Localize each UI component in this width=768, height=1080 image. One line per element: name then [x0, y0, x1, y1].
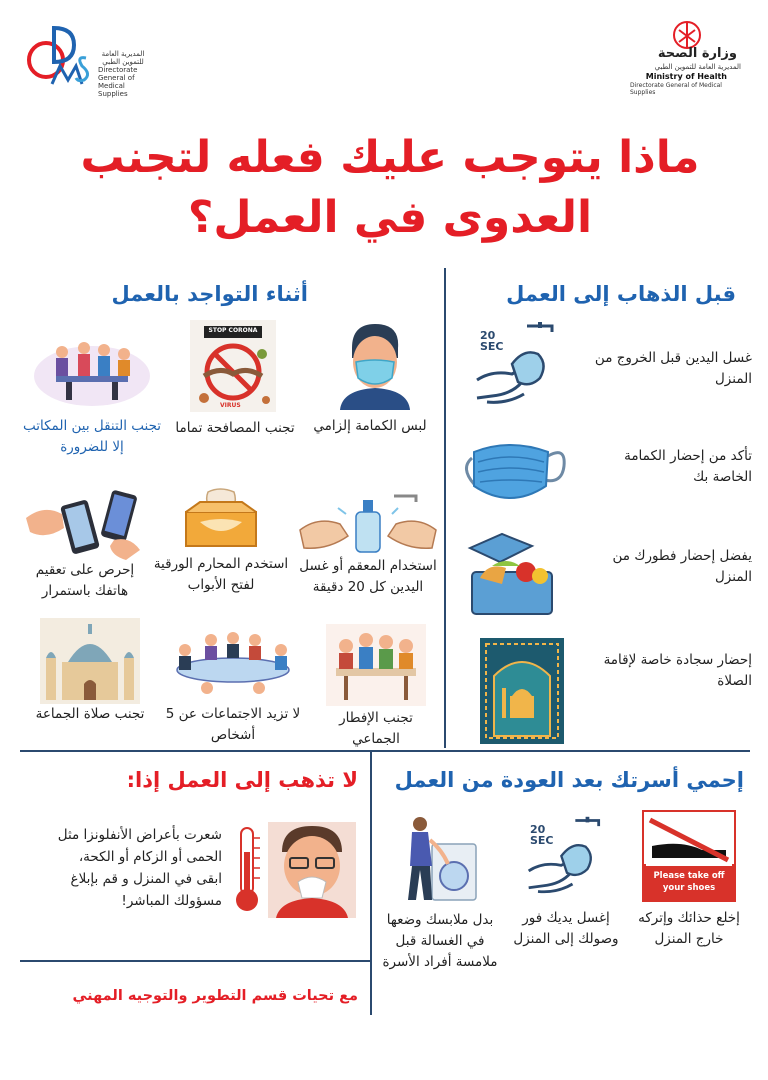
at-work-item-meeting	[162, 624, 304, 750]
lunch-box-icon	[462, 528, 562, 628]
laundry-label: بدل ملابسك وضعها في الغسالة قبل ملامسة أفراد الأسرة	[382, 912, 498, 970]
dgms-logo	[24, 22, 145, 98]
virus-caption: VIRUS	[220, 402, 241, 409]
dgms-logo-arabic: المديرية العامة للتموين الطبي	[101, 50, 145, 66]
dont-go-title: لا تذهب إلى العمل إذا:	[126, 768, 358, 792]
column-divider	[444, 268, 446, 748]
masked-person-icon	[330, 318, 420, 410]
main-title-line2: العدوى في العمل؟	[187, 192, 593, 243]
at-work-item-phone	[20, 488, 150, 608]
at-work-title: أثناء التواجد بالعمل	[111, 282, 308, 306]
phone-sanitize-icon	[26, 488, 142, 560]
face-mask-icon	[460, 428, 570, 513]
laundry-icon	[402, 814, 478, 904]
dont-go-text: شعرت بأعراض الأنفلونزا مثل الحمى أو الزكام أو الكحة، ابقى في المنزل و قم بإبلاغ مسؤولك المباشر!	[57, 827, 222, 909]
before-work-item-lunch	[462, 528, 752, 628]
mosque-label: تجنب صلاة الجماعة	[35, 706, 145, 722]
moh-english-sub: Directorate General of Medical Supplies	[630, 82, 722, 96]
protect-item-handwash	[504, 810, 628, 960]
thermometer-icon	[228, 822, 266, 914]
shoes-label: إخلع حذائك وإتركه خارج المنزل	[638, 910, 740, 947]
mask-mandatory-label: لبس الكمامة إلزامي	[313, 418, 427, 434]
at-work-item-groupmeal	[316, 624, 436, 750]
moh-english-title: Ministry of Health	[645, 72, 727, 81]
meeting-icon	[167, 628, 299, 698]
shoes-sign-label: Please take off your shoes	[653, 871, 725, 893]
protect-item-laundry	[376, 814, 504, 1004]
footer-text: مع تحيات قسم التطوير والتوجيه المهني	[72, 988, 358, 1004]
at-work-item-handshake	[170, 318, 300, 468]
moh-arabic-title: وزارة الصحة	[657, 46, 737, 61]
before-work-title: قبل الذهاب إلى العمل	[506, 282, 736, 306]
at-work-item-mask	[300, 318, 440, 438]
tissue-label: استخدم المحارم الورقية لفتح الأبواب	[153, 556, 289, 593]
group-meal-icon	[326, 624, 426, 706]
tissue-box-icon	[180, 488, 262, 552]
no-handshake-label: تجنب المصافحة تماما	[175, 420, 295, 436]
at-work-item-mosque	[20, 618, 160, 728]
dgms-logo-mark-icon	[24, 22, 99, 88]
handwash-label: غسل اليدين قبل الخروج من المنزل	[594, 350, 752, 387]
mosque-icon	[40, 618, 140, 704]
handwash-timer-label: 20 SEC	[480, 329, 504, 353]
moh-arabic-sub: المديرية العامة للتموين الطبي	[654, 63, 741, 71]
offices-label: تجنب التنقل بين المكاتب إلا للضرورة	[22, 418, 162, 455]
bottom-column-divider	[370, 750, 372, 1015]
middle-divider	[20, 750, 750, 752]
moh-logo	[630, 20, 745, 96]
protect-item-shoes	[624, 810, 754, 960]
left-inner-divider	[20, 960, 370, 962]
at-work-item-offices	[22, 330, 162, 460]
main-title-line1: ماذا يتوجب عليك فعله لتجنب	[80, 132, 700, 183]
handwash-arrival-label: إغسل يديك فور وصولك إلى المنزل	[513, 910, 619, 947]
group-meal-label: تجنب الإفطار الجماعي	[339, 710, 413, 747]
lunch-label: يفضل إحضار فطورك من المنزل	[612, 548, 752, 585]
at-work-item-sanitizer	[292, 490, 444, 610]
at-work-item-tissue	[152, 486, 290, 610]
office-people-icon	[32, 330, 152, 408]
before-work-item-handwash	[472, 318, 752, 418]
sanitizer-label: استخدام المعقم أو غسل اليدين كل 20 دقيقة	[299, 558, 437, 595]
protect-family-title: إحمي أسرتك بعد العودة من العمل	[394, 768, 744, 792]
phone-label: إحرص على تعقيم هاتفك باستمرار	[35, 562, 135, 599]
stop-corona-sign-label: STOP CORONA	[208, 327, 258, 334]
meeting-label: لا تزيد الاجتماعات عن 5 أشخاص	[165, 706, 301, 743]
handwash2-timer-label: 20 SEC	[530, 823, 554, 847]
mask-label: تأكد من إحضار الكمامة الخاصة بك	[624, 448, 752, 485]
prayer-rug-icon	[478, 636, 566, 746]
before-work-item-rug	[478, 636, 752, 748]
rug-label: إحضار سجادة خاصة لإقامة الصلاة	[603, 652, 752, 689]
before-work-item-mask	[460, 428, 752, 518]
sick-person-icon	[268, 822, 356, 918]
sanitizer-icon	[298, 490, 438, 554]
dgms-logo-english: Directorate General of Medical Supplies	[98, 66, 138, 98]
